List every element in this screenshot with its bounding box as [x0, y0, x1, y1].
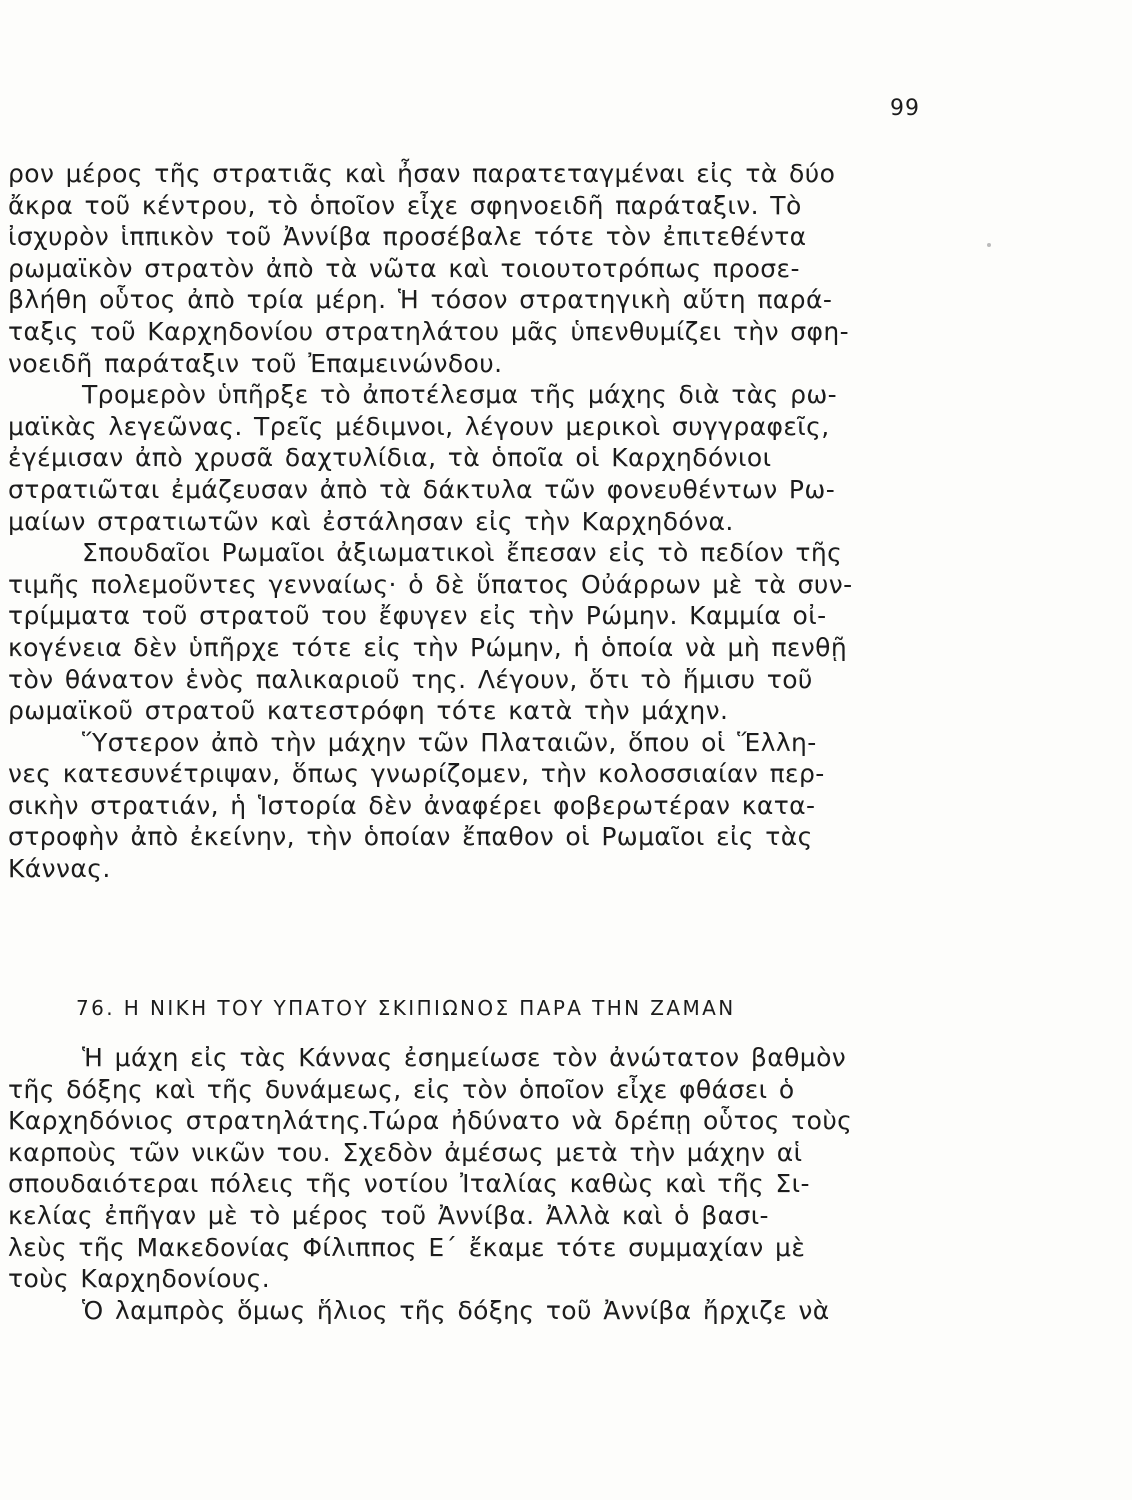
text-line: στροφὴν ἀπὸ ἐκείνην, τὴν ὁποίαν ἔπαθον οἱ Ρωμαῖοι εἰς τὰς [8, 822, 813, 852]
text-block-victory-at-zama [8, 1042, 958, 1326]
text-line: ἰσχυρὸν ἱππικὸν τοῦ Ἀννίβα προσέβαλε τότε τὸν ἐπιτεθέντα [8, 222, 807, 252]
text-line: τὸν θάνατον ἑνὸς παλικαριοῦ της. Λέγουν, ὅτι τὸ ἥμισυ τοῦ [8, 664, 813, 694]
text-line: τῆς δόξης καὶ τῆς δυνάμεως, εἰς τὸν ὁποῖον εἶχε φθάσει ὁ [8, 1074, 795, 1104]
text-line: καρποὺς τῶν νικῶν του. Σχεδὸν ἀμέσως μετὰ τὴν μάχην αἱ [8, 1137, 803, 1167]
text-line: στρατιῶται ἐμάζευσαν ἀπὸ τὰ δάκτυλα τῶν φονευθέντων Ρω- [8, 474, 836, 504]
text-line: Καρχηδόνιος στρατηλάτης.Τώρα ἠδύνατο νὰ δρέπῃ οὗτος τοὺς [8, 1106, 853, 1136]
text-line: μαϊκὰς λεγεῶνας. Τρεῖς μέδιμνοι, λέγουν μερικοὶ συγγραφεῖς, [8, 411, 830, 441]
text-line: ρωμαϊκὸν στρατὸν ἀπὸ τὰ νῶτα καὶ τοιουτοτρόπως προσε- [8, 253, 800, 283]
text-line: Ὁ λαμπρὸς ὅμως ἥλιος τῆς δόξης τοῦ Ἀννίβα ἤρχιζε νὰ [82, 1295, 830, 1325]
text-line: τρίμματα τοῦ στρατοῦ του ἔφυγεν εἰς τὴν Ρώμην. Καμμία οἰ- [8, 601, 827, 631]
page-number: 99 [890, 96, 920, 121]
text-line: σπουδαιότεραι πόλεις τῆς νοτίου Ἰταλίας καθὼς καὶ τῆς Σι- [8, 1169, 810, 1199]
text-block-battle-of-cannae [8, 158, 958, 885]
text-line: ἄκρα τοῦ κέντρου, τὸ ὁποῖον εἶχε σφηνοειδῆ παράταξιν. Τὸ [8, 190, 802, 220]
text-line: σικὴν στρατιάν, ἡ Ἱστορία δὲν ἀναφέρει φοβερωτέραν κατα- [8, 790, 816, 820]
text-line: βλήθη οὗτος ἀπὸ τρία μέρη. Ἡ τόσον στρατηγικὴ αὕτη παρά- [8, 285, 833, 315]
text-line: Ἡ μάχη εἰς τὰς Κάννας ἐσημείωσε τὸν ἀνώτατον βαθμὸν [82, 1043, 847, 1072]
text-line: τοὺς Καρχηδονίους. [8, 1264, 271, 1294]
text-line: τιμῆς πολεμοῦντες γενναίως· ὁ δὲ ὕπατος Οὐάρρων μὲ τὰ συν- [8, 569, 853, 599]
text-line: κογένεια δὲν ὑπῆρχε τότε εἰς τὴν Ρώμην, ἡ ὁποία νὰ μὴ πενθῇ [8, 632, 848, 662]
text-line: κελίας ἐπῆγαν μὲ τὸ μέρος τοῦ Ἀννίβα. Ἀλλὰ καὶ ὁ βασι- [8, 1200, 769, 1230]
text-line: ἐγέμισαν ἀπὸ χρυσᾶ δαχτυλίδια, τὰ ὁποῖα οἱ Καρχηδόνιοι [8, 443, 772, 473]
text-line: νοειδῆ παράταξιν τοῦ Ἐπαμεινώνδου. [8, 348, 503, 378]
text-line: Σπουδαῖοι Ρωμαῖοι ἀξιωματικοὶ ἔπεσαν εἰς τὸ πεδίον τῆς [82, 538, 843, 568]
text-line: μαίων στρατιωτῶν καὶ ἐστάλησαν εἰς τὴν Καρχηδόνα. [8, 506, 734, 536]
text-line: Τρομερὸν ὑπῆρξε τὸ ἀποτέλεσμα τῆς μάχης διὰ τὰς ρω- [82, 380, 838, 410]
scan-speck [987, 243, 991, 247]
text-line: Ὕστερον ἀπὸ τὴν μάχην τῶν Πλαταιῶν, ὅπου οἱ Ἕλλη- [82, 727, 817, 757]
text-line: ρον μέρος τῆς στρατιᾶς καὶ ἦσαν παρατεταγμέναι εἰς τὰ δύο [8, 159, 836, 188]
text-line: λεὺς τῆς Μακεδονίας Φίλιππος Ε΄ ἔκαμε τότε συμμαχίαν μὲ [8, 1232, 806, 1262]
section-heading: 76. Η ΝΙΚΗ ΤΟΥ ΥΠΑΤΟΥ ΣΚΙΠΙΩΝΟΣ ΠΑΡΑ ΤΗΝ ΖΑΜΑΝ [76, 996, 736, 1020]
text-line: ρωμαϊκοῦ στρατοῦ κατεστρόφη τότε κατὰ τὴν μάχην. [8, 696, 729, 726]
text-line: Κάννας. [8, 854, 111, 884]
text-line: νες κατεσυνέτριψαν, ὅπως γνωρίζομεν, τὴν κολοσσιαίαν περ- [8, 759, 825, 789]
text-line: ταξις τοῦ Καρχηδονίου στρατηλάτου μᾶς ὑπενθυμίζει τὴν σφη- [8, 316, 850, 346]
